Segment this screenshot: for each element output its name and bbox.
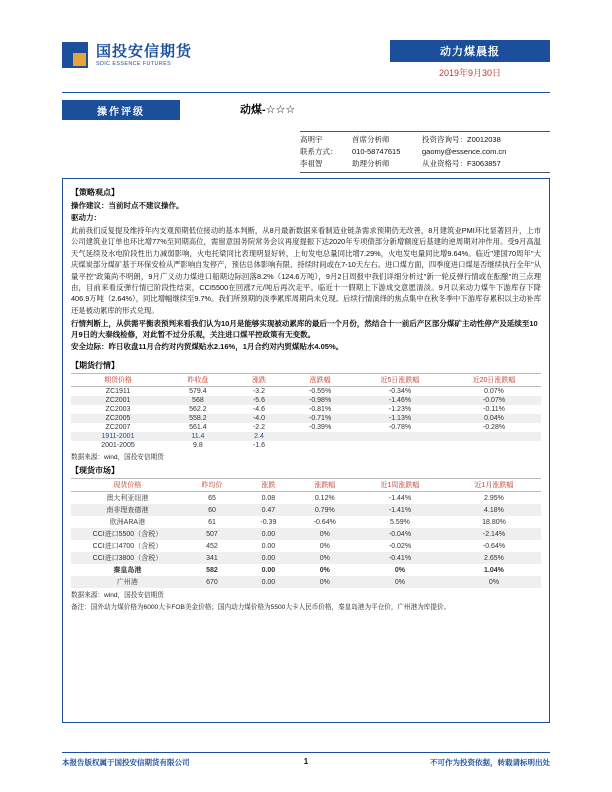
futures-col-1: 昨收盘 — [165, 374, 231, 387]
futures-section-title: 【期货行情】 — [71, 361, 119, 371]
table-cell: 2.95% — [484, 494, 504, 502]
table-cell: 582 — [206, 566, 218, 574]
table-row — [71, 504, 541, 516]
table-cell: 秦皇岛港 — [113, 567, 142, 575]
table-row — [71, 423, 541, 432]
table-cell — [353, 441, 447, 450]
table-cell: -1.41% — [353, 504, 447, 516]
table-cell: 0.47 — [240, 504, 296, 516]
table-cell: 0% — [297, 576, 353, 588]
strategy-paragraph-1: 此前我们反复提及维持年内支观预期低位接动的基本判断，从8月最新数据来看制造业链条需求预期仍无改善，8月建筑业PMI环比显著回升，上市公司建筑业订单也环比增77%至同期高位，需留意国务院常务会议再度提振下达2020年专项债部分新增额度后基建的逆周期对冲作用。受9月高温天气延续及水电阶段性出力减弱影响，火电托梁同比表现明显好转，上旬发电总量同比增7.29%，火电发电量同比增9.64%。临近"建国70周年"大庆煤炭部分煤矿基于环保安检从严影响自发停产，预估总体影响有限、持续时间或在7-10天左右。进口煤方面，四季度进口煤是否继续执行全年"从量平控"政策尚不明朗，9月广义动力煤进口船期边际回落8.2%（124.6万吨），9月2日周报中我们详细分析过"新一轮反弹行情或在酝酿"的三点理由，目前来看反弹行情已阶段性结束，CCI5500在回涨7元/吨后再次走平。临近十一假期上下游成交意愿清淡。9月以来动力煤牛下游库存下降406.9万吨（2.64%），同比增幅继续至9.7%。我们所预期的淡季累库周期尚未兑现。后续行情演绎的焦点集中在秋冬季中下游库存累积以主动补库还是被动累库的形式兑现。 — [71, 226, 541, 315]
table-cell: 0.00 — [240, 576, 296, 588]
table-cell: 0.07% — [484, 388, 504, 396]
table-cell: 11.4 — [165, 432, 231, 441]
table-cell: -0.39% — [308, 424, 332, 432]
table-cell: -1.44% — [388, 494, 412, 502]
spot-col-4: 近1周涨跌幅 — [353, 479, 447, 492]
table-cell: 0% — [353, 576, 447, 588]
table-cell — [287, 432, 353, 441]
strategy-judgement: 行情判断上，从供需平衡表预判来看我们认为10月是能够实现被动累库的最后一个月份，然结合十一前后产区部分煤矿主动性停产及延续至10月9日的大秦线检修，对此暂不过分乐观，关注进口煤平控政策有无变数。 — [71, 319, 538, 340]
analyst-divider-top — [300, 131, 550, 132]
futures-col-0: 期货价格 — [71, 374, 165, 387]
table-cell: -1.46% — [353, 396, 447, 405]
table-row — [71, 492, 541, 505]
futures-col-4: 近5日涨跌幅 — [353, 374, 447, 387]
table-cell: -0.78% — [388, 424, 412, 432]
assistant-name: 李祖智 — [300, 159, 323, 168]
table-cell: -0.28% — [482, 424, 506, 432]
table-cell — [353, 432, 447, 441]
table-cell: 0.00 — [261, 542, 276, 550]
table-cell: 0% — [319, 566, 330, 574]
table-cell: 0% — [447, 576, 541, 588]
table-cell: -0.98% — [287, 396, 353, 405]
table-cell: 0% — [394, 566, 406, 574]
futures-table — [71, 373, 541, 450]
report-title-badge: 动力煤晨报 — [390, 40, 550, 62]
table-cell: 65 — [208, 494, 216, 502]
futures-col-3: 涨跌幅 — [287, 374, 353, 387]
footer-page-number: 1 — [303, 757, 309, 766]
table-cell: -0.07% — [447, 396, 541, 405]
assistant-role: 助理分析师 — [352, 159, 390, 168]
table-row — [71, 432, 541, 441]
spot-col-0: 现货价格 — [71, 479, 184, 492]
table-cell: -1.13% — [353, 414, 447, 423]
report-body — [62, 178, 550, 723]
strategy-section-title: 【策略观点】 — [71, 188, 119, 197]
logo-mark-icon — [62, 42, 88, 68]
logo-company-name-en: SDIC ESSENCE FUTURES — [96, 60, 172, 67]
table-cell: ZC1911 — [105, 388, 131, 396]
table-cell: -0.55% — [308, 388, 332, 396]
table-row — [71, 576, 541, 588]
spot-col-2: 涨跌 — [240, 479, 296, 492]
footer-copyright: 本报告版权属于国投安信期货有限公司 — [62, 758, 190, 767]
analyst-phone: 010-58747615 — [352, 147, 401, 156]
table-cell: 0% — [319, 542, 330, 550]
table-cell: 0.12% — [314, 494, 335, 502]
table-row — [71, 396, 541, 405]
analyst-name: 高明宇 — [300, 135, 323, 144]
table-cell: ZC2003 — [105, 406, 131, 414]
operation-rating-badge: 操作评级 — [62, 100, 180, 120]
table-cell: 507 — [184, 528, 240, 540]
driver-label: 驱动力： — [71, 213, 101, 222]
contact-label: 联系方式： — [300, 147, 338, 156]
table-cell: 0.00 — [240, 528, 296, 540]
futures-col-2: 涨跌 — [231, 374, 287, 387]
footer-disclaimer: 不可作为投资依据，转载请标明出处 — [430, 758, 550, 767]
table-cell: CCI进口5500（含税） — [71, 528, 184, 540]
table-cell: -0.04% — [353, 528, 447, 540]
table-cell: -1.23% — [388, 406, 412, 414]
table-cell: 18.80% — [482, 518, 506, 526]
table-cell: CCI进口3800（含税） — [71, 552, 184, 564]
table-cell: 0.00 — [261, 566, 276, 574]
table-cell: 60 — [184, 504, 240, 516]
table-cell: 670 — [184, 576, 240, 588]
header-divider — [62, 92, 550, 93]
table-row — [71, 441, 541, 450]
table-cell: 2.4 — [231, 432, 287, 441]
table-cell: 0% — [297, 552, 353, 564]
table-cell: -4.0 — [231, 414, 287, 423]
table-cell: 9.8 — [193, 442, 203, 450]
table-cell: 南非理查德港 — [71, 504, 184, 516]
table-cell — [287, 441, 353, 450]
table-cell: -0.34% — [388, 388, 412, 396]
table-cell: 562.2 — [189, 406, 207, 414]
table-cell: 0.04% — [447, 414, 541, 423]
operation-advice: 操作建议：当前时点不建议操作。 — [71, 201, 184, 210]
table-cell: 558.2 — [165, 414, 231, 423]
table-cell: 0% — [297, 528, 353, 540]
table-cell: ZC2005 — [71, 414, 165, 423]
table-cell: -0.39 — [260, 518, 277, 526]
table-cell: -1.6 — [252, 442, 266, 450]
table-cell: -2.2 — [252, 424, 266, 432]
rating-value: 动煤-☆☆☆ — [240, 104, 296, 116]
table-row — [71, 552, 541, 564]
table-cell: 澳大利亚纽港 — [106, 495, 149, 503]
table-cell: -2.14% — [447, 528, 541, 540]
table-cell: -0.81% — [308, 406, 332, 414]
analyst-license: 投资咨询号：Z0012038 — [422, 135, 501, 144]
analyst-divider-bottom — [300, 172, 550, 173]
table-cell: -3.2 — [252, 388, 266, 396]
safety-margin: 安全边际：昨日收盘11月合约对内贸煤贴水2.16%，1月合约对内贸煤贴水4.05%。 — [71, 342, 344, 352]
table-cell: 1.04% — [484, 566, 504, 574]
table-cell: -0.02% — [388, 542, 412, 550]
table-cell: 欧洲ARA港 — [109, 519, 146, 527]
futures-source: 数据来源：wind，国投安信期货 — [71, 454, 164, 462]
table-row — [71, 405, 541, 414]
table-cell: ZC2001 — [71, 396, 165, 405]
table-cell: 579.4 — [189, 388, 207, 396]
footer-divider — [62, 752, 550, 753]
document-header — [0, 0, 612, 96]
table-cell: 0.00 — [240, 552, 296, 564]
table-cell: 2.65% — [447, 552, 541, 564]
table-cell: 0.08 — [261, 494, 276, 502]
report-date: 2019年9月30日 — [438, 68, 502, 78]
table-cell — [447, 441, 541, 450]
logo-company-name-cn: 国投安信期货 — [96, 42, 193, 60]
table-cell: 4.18% — [447, 504, 541, 516]
table-cell: 广州港 — [71, 576, 184, 588]
table-cell: -0.11% — [483, 406, 505, 414]
table-cell: 561.4 — [189, 424, 207, 432]
table-cell — [447, 432, 541, 441]
spot-table-header — [71, 479, 541, 492]
table-cell: 568 — [165, 396, 231, 405]
table-row — [71, 516, 541, 528]
table-cell: ZC2007 — [105, 424, 131, 432]
analyst-info — [300, 134, 550, 170]
spot-note: 备注：国外动力煤价格为6000大卡FOB美金价格；国内动力煤价格为5500大卡人民币价格，秦皇岛港为平仓价，广州港为库提价。 — [71, 604, 451, 612]
table-cell: -0.64% — [313, 518, 336, 526]
table-cell: -4.6 — [252, 406, 266, 414]
table-cell: 61 — [208, 518, 216, 526]
table-row — [71, 564, 541, 576]
table-row — [71, 528, 541, 540]
analyst-role: 首席分析师 — [352, 135, 390, 144]
table-row — [71, 540, 541, 552]
assistant-license: 从业资格号：F3063857 — [422, 159, 501, 168]
table-row — [71, 387, 541, 397]
table-cell: -0.41% — [353, 552, 447, 564]
spot-table — [71, 478, 541, 588]
table-cell: -0.64% — [482, 542, 506, 550]
table-row — [71, 414, 541, 423]
table-cell: 452 — [206, 542, 218, 550]
table-cell: 341 — [184, 552, 240, 564]
futures-col-5: 近20日涨跌幅 — [447, 374, 541, 387]
analyst-email: gaomy@essence.com.cn — [422, 147, 507, 156]
spot-source: 数据来源：wind，国投安信期货 — [71, 592, 164, 600]
spot-col-5: 近1月涨跌幅 — [447, 479, 541, 492]
table-cell: 1911-2001 — [71, 432, 165, 441]
company-logo — [62, 42, 192, 68]
futures-table-header — [71, 374, 541, 387]
spot-col-1: 昨均价 — [184, 479, 240, 492]
table-cell: -0.71% — [287, 414, 353, 423]
spot-section-title: 【现货市场】 — [71, 466, 119, 476]
table-cell: 5.59% — [390, 518, 410, 526]
table-cell: -5.6 — [231, 396, 287, 405]
table-cell: 2001-2005 — [101, 442, 135, 450]
table-cell: CCI进口4700（含税） — [92, 543, 163, 551]
table-cell: 0.79% — [297, 504, 353, 516]
spot-col-3: 涨跌幅 — [297, 479, 353, 492]
